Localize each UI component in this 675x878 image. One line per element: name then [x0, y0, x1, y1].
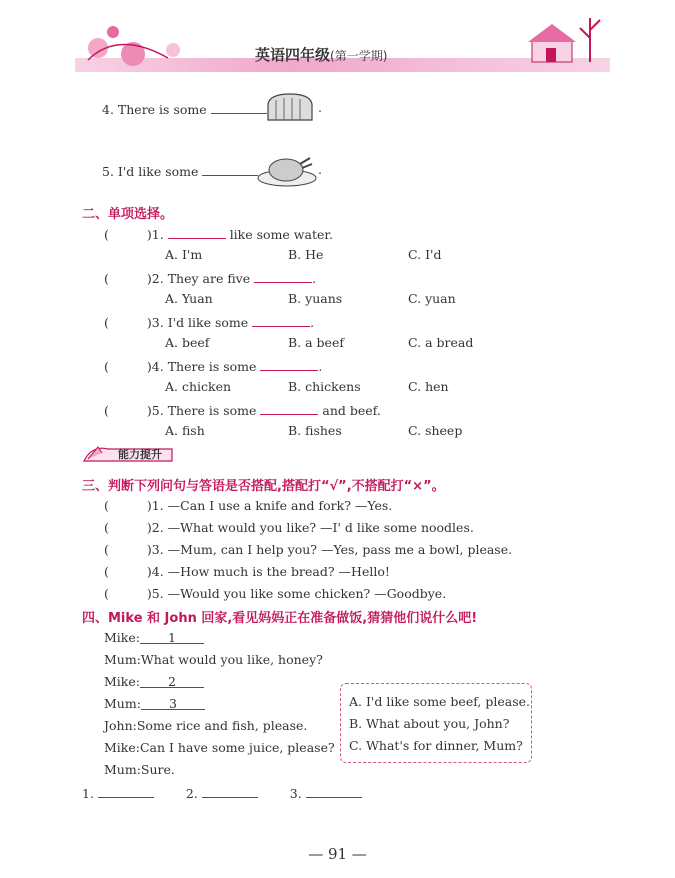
page-number: — 91 — [308, 845, 367, 863]
option-c[interactable]: C. yuan [408, 291, 456, 306]
roast-chicken-icon [256, 150, 318, 188]
answer-blank-3[interactable] [306, 784, 362, 798]
book-subtitle: (第一学期) [330, 49, 388, 63]
section-2-heading: 二、单项选择。 [82, 207, 174, 222]
option-c[interactable]: C. a bread [408, 335, 474, 350]
header-house-decoration [510, 10, 610, 72]
answer-bracket[interactable]: ( [104, 542, 109, 557]
option-a[interactable]: A. Yuan [165, 291, 213, 306]
answer-bracket[interactable]: ( [104, 498, 109, 513]
option-a[interactable]: A. fish [165, 423, 205, 438]
answer-blank [254, 269, 312, 283]
dialogue-line-3: Mike: 2 [104, 674, 204, 689]
answer-bracket[interactable]: ( [104, 271, 109, 286]
judge-item-2: ( )2. —What would you like? —I' d like some noodles. [104, 520, 474, 535]
option-a[interactable]: A. chicken [165, 379, 232, 394]
dialogue-line-4: Mum: 3 [104, 696, 205, 711]
dialogue-blank[interactable]: 2 [140, 674, 204, 688]
options-box [340, 683, 532, 763]
answer-blank [260, 357, 318, 371]
dialogue-line-6: Mike:Can I have some juice, please? [104, 740, 335, 755]
picture-question-5: 5. I'd like some [102, 162, 258, 179]
answer-blank [260, 401, 318, 415]
option-b[interactable]: B. He [288, 247, 324, 262]
option-b[interactable]: B. yuans [288, 291, 343, 306]
answer-blank [252, 313, 310, 327]
question-text: There is some [117, 102, 207, 117]
question-4-period: . [318, 100, 322, 115]
option-b[interactable]: B. a beef [288, 335, 344, 350]
ability-badge-label: 能力提升 [118, 448, 162, 461]
answer-blank-1[interactable] [98, 784, 154, 798]
section-4-heading: 四、Mike 和 John 回家,看见妈妈正在准备做饭,猜猜他们说什么吧! [82, 611, 478, 626]
answer-bracket[interactable]: ( [104, 564, 109, 579]
section-3-heading: 三、判断下列问句与答语是否搭配,搭配打“√”,不搭配打“×”。 [82, 479, 445, 494]
answer-row: 1. 2. 3. [82, 784, 362, 801]
picture-question-4: 4. There is some [102, 100, 267, 117]
option-c[interactable]: C. sheep [408, 423, 463, 438]
judge-item-3: ( )3. —Mum, can I help you? —Yes, pass me a bowl, please. [104, 542, 513, 557]
dialogue-line-1: Mike: 1 [104, 630, 204, 645]
bread-icon [264, 90, 316, 126]
answer-bracket[interactable]: ( [104, 315, 109, 330]
dialogue-option-b: B. What about you, John? [349, 716, 510, 731]
answer-bracket[interactable]: ( [104, 586, 109, 601]
dialogue-option-c: C. What's for dinner, Mum? [349, 738, 523, 753]
answer-bracket[interactable]: ( [104, 359, 109, 374]
answer-bracket[interactable]: ( [104, 403, 109, 418]
option-a[interactable]: A. I'm [165, 247, 203, 262]
option-c[interactable]: C. I'd [408, 247, 442, 262]
dialogue-option-a: A. I'd like some beef, please. [349, 694, 530, 709]
answer-bracket[interactable]: ( [104, 520, 109, 535]
dialogue-blank[interactable]: 3 [141, 696, 205, 710]
option-a[interactable]: A. beef [165, 335, 210, 350]
judge-item-5: ( )5. —Would you like some chicken? —Goodbye. [104, 586, 447, 601]
dialogue-line-2: Mum:What would you like, honey? [104, 652, 323, 667]
answer-blank [168, 225, 226, 239]
answer-blank-2[interactable] [202, 784, 258, 798]
option-c[interactable]: C. hen [408, 379, 449, 394]
dialogue-line-7: Mum:Sure. [104, 762, 175, 777]
option-b[interactable]: B. fishes [288, 423, 342, 438]
judge-item-4: ( )4. —How much is the bread? —Hello! [104, 564, 390, 579]
judge-item-1: ( )1. —Can I use a knife and fork? —Yes. [104, 498, 393, 513]
dialogue-blank[interactable]: 1 [140, 630, 204, 644]
header-title [255, 44, 387, 65]
header-flower-decoration [78, 10, 198, 70]
question-text: I'd like some [117, 164, 199, 179]
answer-blank[interactable] [211, 100, 267, 114]
dialogue-line-5: John:Some rice and fish, please. [104, 718, 308, 733]
book-title: 英语四年级 [255, 46, 331, 64]
option-b[interactable]: B. chickens [288, 379, 361, 394]
answer-blank[interactable] [202, 162, 258, 176]
question-5-period: . [318, 162, 322, 177]
answer-bracket[interactable]: ( [104, 227, 109, 242]
